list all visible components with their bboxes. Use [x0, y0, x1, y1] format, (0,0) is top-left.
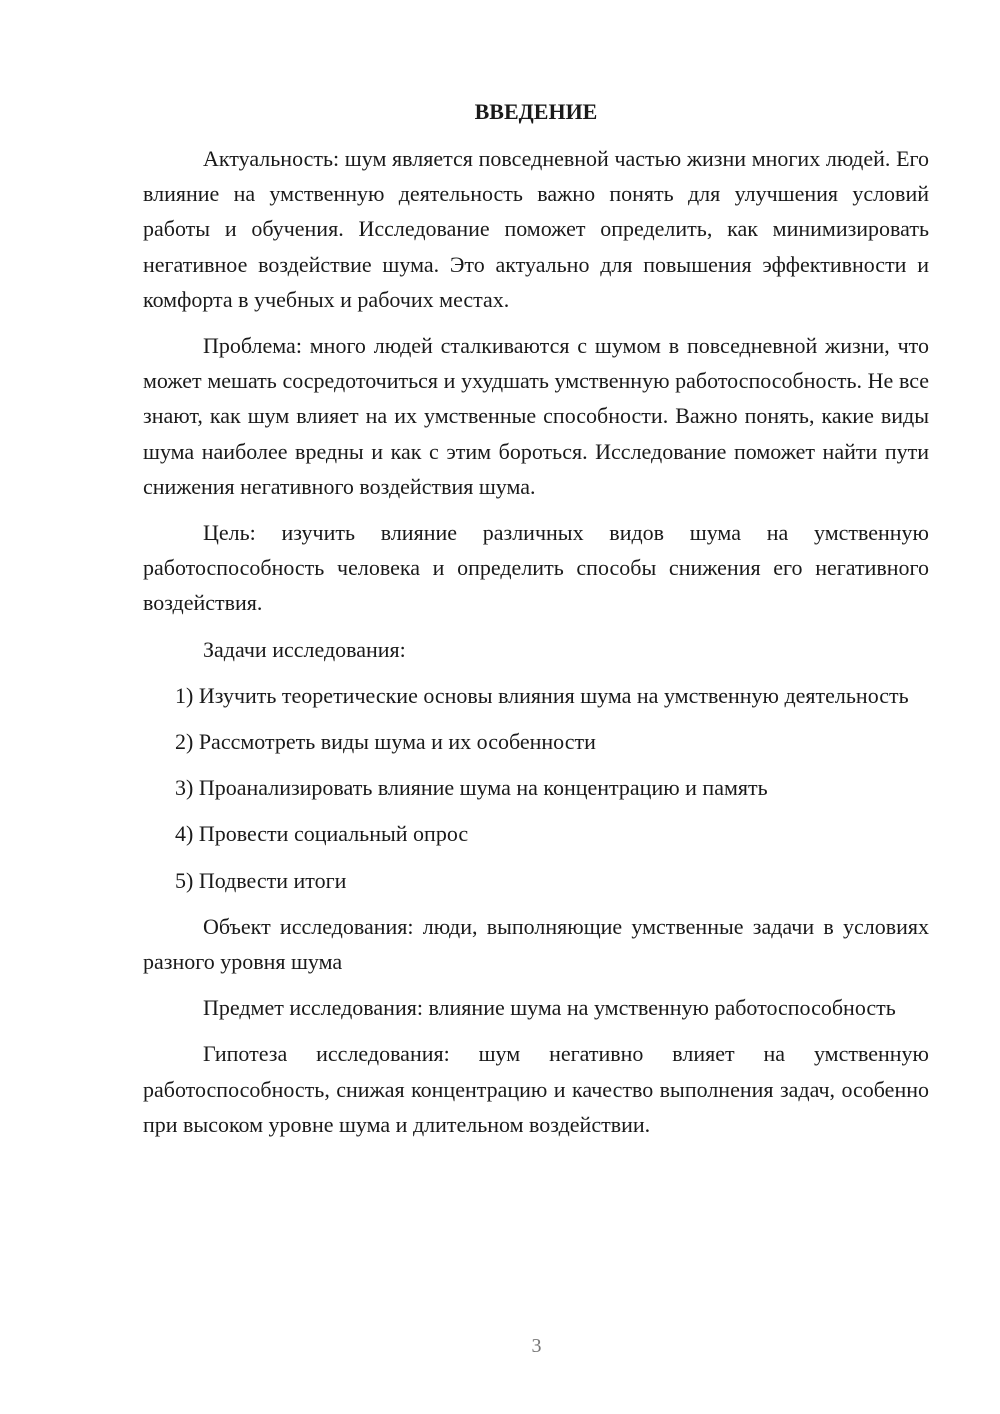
paragraph-object: Объект исследования: люди, выполняющие умственные задачи в условиях разного уровня шума — [143, 913, 929, 975]
paragraph-problem: Проблема: много людей сталкиваются с шумом в повседневной жизни, что может мешать сосредоточиться и ухудшать умственную работоспособность. Не все знают, как шум влияет на их умственные способности. Важно понять, какие виды шума наиболее вредны и как с этим бороться. Исследование поможет найти пути снижения негативного воздействия шума. — [143, 333, 929, 499]
task-item-5: 5) Подвести итоги — [175, 867, 347, 893]
paragraph-tasks-heading: Задачи исследования: — [203, 636, 406, 662]
task-item-4: 4) Провести социальный опрос — [175, 821, 469, 847]
page-title: ВВЕДЕНИЕ — [474, 99, 598, 124]
document-body — [143, 141, 929, 1153]
paragraph-hypothesis: Гипотеза исследования: шум негативно влияет на умственную работоспособность, снижая концентрацию и качество выполнения задач, особенно при высоком уровне шума и длительном воздействии. — [143, 1041, 929, 1137]
paragraph-subject: Предмет исследования: влияние шума на умственную работоспособность — [203, 995, 896, 1021]
task-item-3: 3) Проанализировать влияние шума на концентрацию и память — [175, 775, 768, 801]
paragraph-relevance: Актуальность: шум является повседневной частью жизни многих людей. Его влияние на умственную деятельность важно понять для улучшения условий работы и обучения. Исследование поможет определить, как минимизировать негативное воздействие шума. Это актуально для повышения эффективности и комфорта в учебных и рабочих местах. — [143, 146, 929, 312]
task-item-2: 2) Рассмотреть виды шума и их особенности — [175, 729, 596, 755]
page-number: 3 — [531, 1335, 542, 1357]
task-item-1: 1) Изучить теоретические основы влияния шума на умственную деятельность — [175, 682, 909, 708]
paragraph-goal: Цель: изучить влияние различных видов шума на умственную работоспособность человека и определить способы снижения его негативного воздействия. — [143, 520, 929, 616]
